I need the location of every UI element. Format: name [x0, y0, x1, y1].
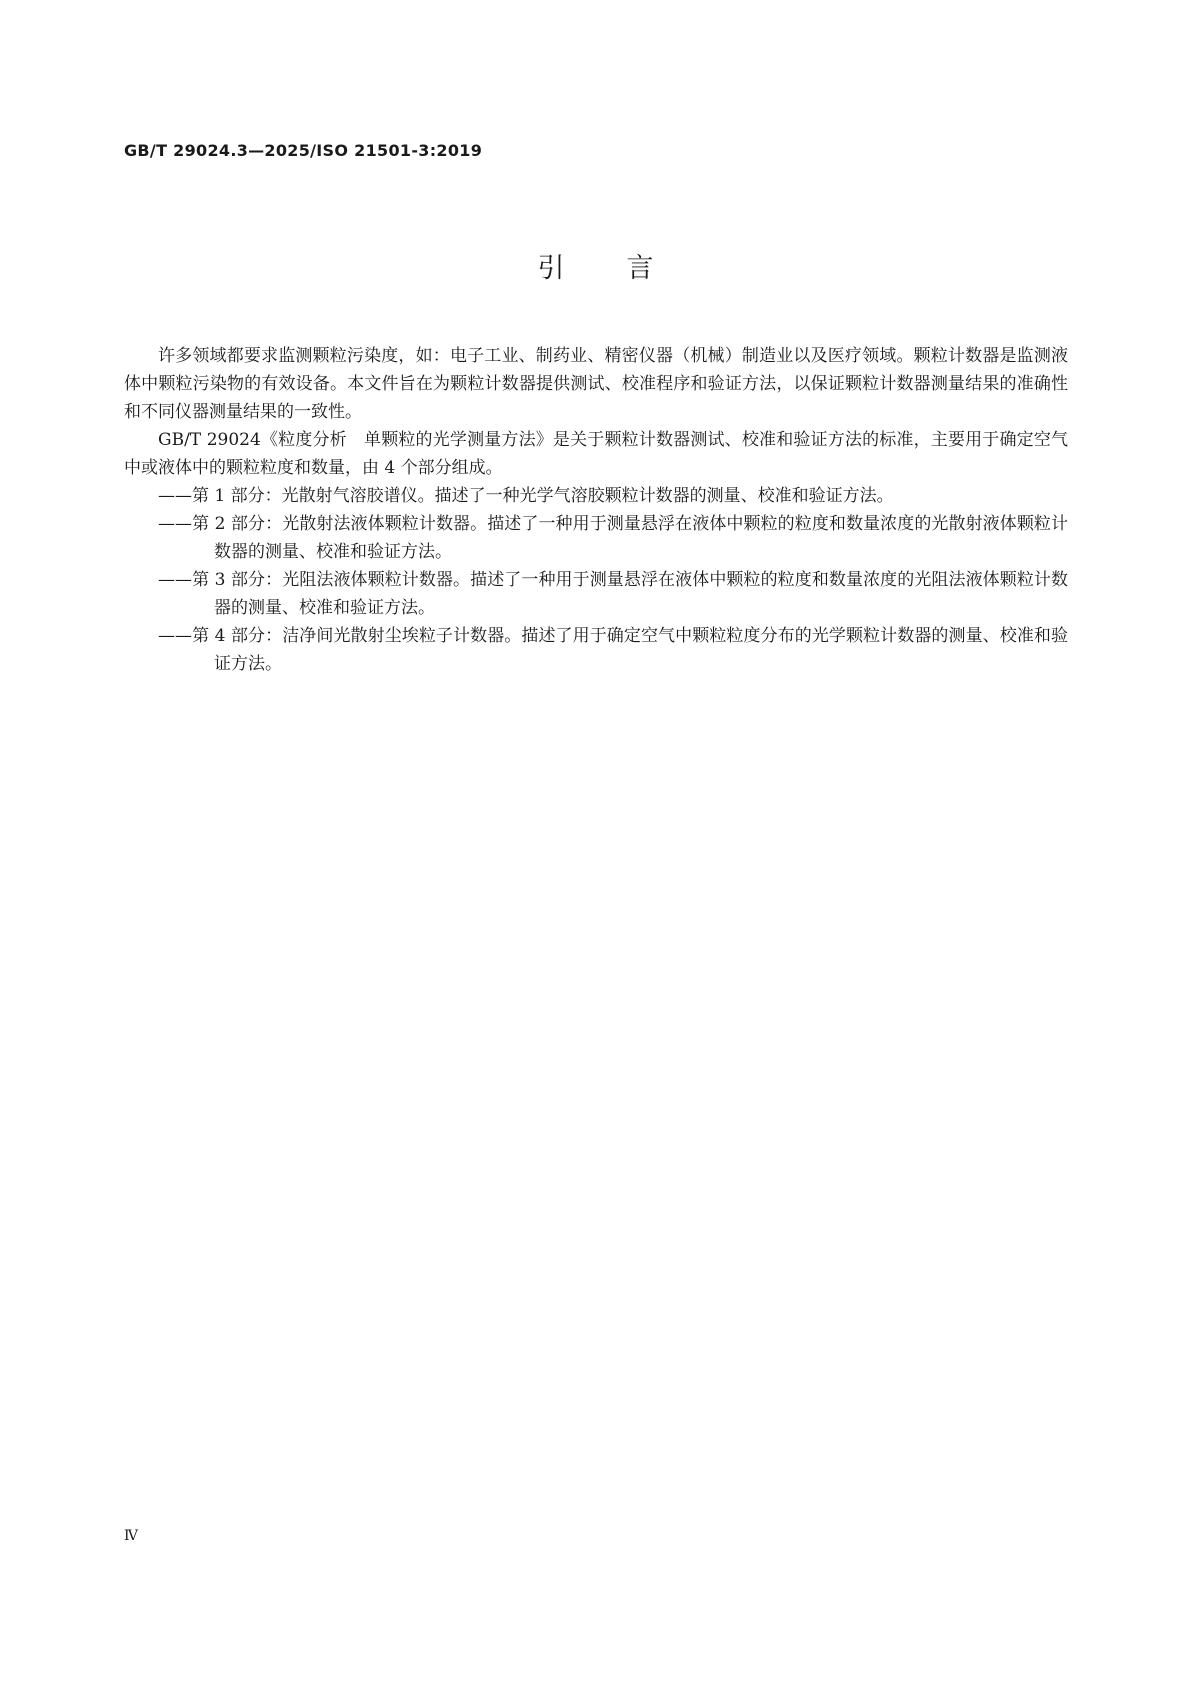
part-list-item-2: ——第 2 部分：光散射法液体颗粒计数器。描述了一种用于测量悬浮在液体中颗粒的粒度和数量浓度的光散射液体颗粒计数器的测量、校准和验证方法。	[158, 514, 1068, 562]
page-number: Ⅳ	[124, 1528, 138, 1544]
document-body	[124, 342, 1068, 678]
standard-code-header: GB/T 29024.3—2025/ISO 21501-3:2019	[124, 141, 483, 160]
page-title: 引言	[537, 253, 716, 284]
intro-paragraph-1: 许多领域都要求监测颗粒污染度，如：电子工业、制药业、精密仪器（机械）制造业以及医疗领域。颗粒计数器是监测液体中颗粒污染物的有效设备。本文件旨在为颗粒计数器提供测试、校准程序和验证方法，以保证颗粒计数器测量结果的准确性和不同仪器测量结果的一致性。	[124, 346, 1068, 422]
part-list-item-1: ——第 1 部分：光散射气溶胶谱仪。描述了一种光学气溶胶颗粒计数器的测量、校准和验证方法。	[158, 486, 894, 506]
part-list-item-4: ——第 4 部分：洁净间光散射尘埃粒子计数器。描述了用于确定空气中颗粒粒度分布的光学颗粒计数器的测量、校准和验证方法。	[158, 626, 1068, 674]
part-list-item-3: ——第 3 部分：光阻法液体颗粒计数器。描述了一种用于测量悬浮在液体中颗粒的粒度和数量浓度的光阻法液体颗粒计数器的测量、校准和验证方法。	[158, 570, 1068, 618]
intro-paragraph-2: GB/T 29024《粒度分析 单颗粒的光学测量方法》是关于颗粒计数器测试、校准和验证方法的标准，主要用于确定空气中或液体中的颗粒粒度和数量，由 4 个部分组成。	[124, 430, 1068, 478]
